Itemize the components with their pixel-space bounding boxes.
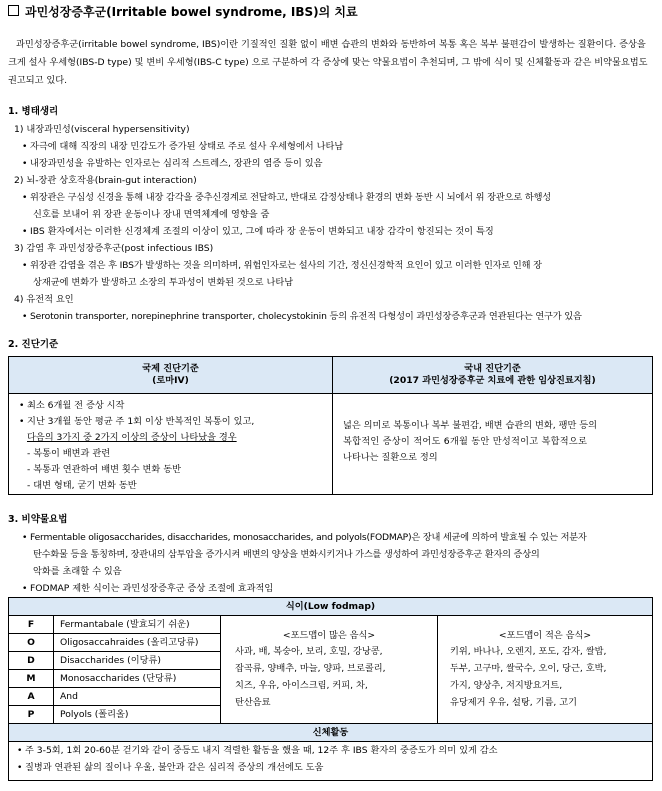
high-fodmap-cell [221,616,438,724]
intl-item-1: • 최소 6개월 전 증상 시작 [27,400,124,412]
low-fodmap-line-2: 두부, 고구마, 쌀국수, 오이, 당근, 호박, [450,663,607,674]
domestic-criteria-header [333,357,653,394]
domestic-criteria-title: 국내 진단기준 [464,363,521,375]
section-1-heading: 1. 병태생리 [8,106,59,117]
fodmap-letter: P [9,706,54,724]
high-fodmap-title: <포드맵이 많은 음식> [282,630,376,641]
item-4-bullet-1: • Serotonin transporter, norepinephrine transporter, cholecystokinin 등의 유전적 다형성이 과민성장증후군과 연관된다는 연구가 있음 [30,311,582,323]
fodmap-name: Oligosaccahraides (올리고당류) [54,634,221,652]
fodmap-bullet-1-cont-1: 탄수화물 등을 통칭하며, 장관내의 삼투압을 증가시켜 배변의 양상을 변화시키거나 가스를 생성하여 과민성장증후군 환자의 증상의 [33,549,540,560]
fodmap-bullet-1: • Fermentable oligosaccharides, disaccharides, monosaccharides, and polyols(FODMAP)은 장내 세균에 의하여 발효될 수 있는 저분자 [30,532,587,544]
diet-table [8,597,653,781]
fodmap-name: Fermantabale (발효되기 쉬운) [54,616,221,634]
item-2-heading: 2) 뇌-장관 상호작용(brain-gut interaction) [14,175,197,186]
fodmap-letter: O [9,634,54,652]
domestic-criteria-sub: (2017 과민성장증후군 치료에 관한 임상진료지침) [389,375,596,386]
domestic-text-1: 넓은 의미로 복통이나 복부 불편감, 배변 습관의 변화, 팽만 등의 [343,420,598,431]
low-fodmap-title: <포드맵이 적은 음식> [498,630,592,641]
diet-header: 식이(Low fodmap) [9,598,653,616]
high-fodmap-line-2: 잡곡류, 양배추, 마늘, 양파, 브로콜리, [235,663,386,674]
intl-sub-3: - 대변 형태, 굳기 변화 동반 [27,480,137,491]
item-2-bullet-2: • IBS 환자에서는 이러한 신경체계 조절의 이상이 있고, 그에 따라 장 운동이 변화되고 내장 감각이 항진되는 것이 특징 [30,226,494,238]
item-3-heading: 3) 감염 후 과민성장증후군(post infectious IBS) [14,243,214,254]
low-fodmap-line-3: 가지, 양상추, 저지방요거트, [450,680,563,691]
high-fodmap-line-4: 탄산음료 [235,697,271,708]
fodmap-name: And [54,688,221,706]
domestic-text-3: 나타나는 질환으로 정의 [343,452,438,463]
item-1-bullet-1: • 자극에 대해 직장의 내장 민감도가 증가된 상태로 주로 설사 우세형에서 나타남 [30,141,343,153]
intl-criteria-sub: (로마IV) [152,375,189,386]
page-title [8,5,358,21]
intl-criteria-header [9,357,333,394]
activity-header: 신체활동 [9,724,653,742]
fodmap-name: Polyols (폴리올) [54,706,221,724]
fodmap-name: Disaccharides (이당류) [54,652,221,670]
high-fodmap-line-1: 사과, 배, 복숭아, 보리, 호밀, 강낭콩, [235,646,383,657]
item-1-bullet-2: • 내장과민성을 유발하는 인자로는 심리적 스트레스, 장관의 염증 등이 있음 [30,158,323,170]
section-2-heading: 2. 진단기준 [8,339,59,350]
fodmap-bullet-1-cont-2: 악화를 초래할 수 있음 [33,566,122,577]
item-3-bullet-1-cont: 상재균에 변화가 발생하고 소장의 투과성이 변화된 것으로 나타남 [33,277,294,288]
activity-cell [9,742,653,781]
intl-criteria-title: 국제 진단기준 [142,363,199,375]
intl-item-2: • 지난 3개월 동안 평균 주 1회 이상 반복적인 복통이 있고, [27,416,254,428]
checkbox-square-icon [8,5,19,16]
section-3-heading: 3. 비약물요법 [8,514,68,525]
item-3-bullet-1: • 위장관 감염을 겪은 후 IBS가 발생하는 것을 의미하며, 위험인자로는 설사의 기간, 정신신경학적 요인이 있고 이러한 인자로 인해 장 [30,260,542,272]
fodmap-bullet-2: • FODMAP 제한 식이는 과민성장증후군 증상 조절에 효과적임 [30,583,273,595]
high-fodmap-line-3: 치즈, 우유, 아이스크림, 커피, 차, [235,680,368,691]
fodmap-letter: D [9,652,54,670]
activity-bullet-2: • 질병과 연관된 삶의 질이나 우울, 불안과 같은 심리적 증상의 개선에도 도움 [25,762,323,774]
fodmap-letter: A [9,688,54,706]
item-2-bullet-1: • 위장관은 구심성 신경을 통해 내장 감각을 중추신경계로 전달하고, 반대로 감정상태나 환경의 변화 동반 시 뇌에서 위 장관으로 하행성 [30,192,551,204]
fodmap-letter: F [9,616,54,634]
domestic-criteria-cell [333,394,653,495]
intro-paragraph: 과민성장증후군(irritable bowel syndrome, IBS)이란 기질적인 질환 없이 배변 습관의 변화와 동반하여 복통 혹은 복부 불편감이 발생하는 질환이다. 증상을 크게 설사 우세형(IBS-D type) 및 변비 우세형(IBS-C type) 으로 구분하여 각 증상에 맞는 약물요법이 추천되며, 그 밖에 식이 및 신체활동과 같은 비약물요법도 권고되고 있다. [8,39,648,86]
intl-sub-2: - 복통과 연관하여 배변 횟수 변화 동반 [27,464,181,475]
fodmap-letter: M [9,670,54,688]
activity-bullet-1: • 주 3-5회, 1회 20-60분 걷기와 같이 중등도 내지 격렬한 활동을 했을 때, 12주 후 IBS 환자의 중증도가 의미 있게 감소 [25,745,498,757]
fodmap-name: Monosaccharides (단당류) [54,670,221,688]
page-title-text: 과민성장증후군(Irritable bowel syndrome, IBS)의 치료 [25,5,358,19]
item-2-bullet-1-cont: 신호를 보내어 위 장관 운동이나 장내 면역체계에 영향을 줌 [33,209,270,220]
item-4-heading: 4) 유전적 요인 [14,294,74,305]
domestic-text-2: 복합적인 증상이 적어도 6개월 동안 만성적이고 복합적으로 [343,436,588,447]
low-fodmap-line-1: 키위, 바나나, 오렌지, 포도, 감자, 쌀밥, [450,646,607,657]
intl-sub-1: - 복통이 배변과 관련 [27,448,111,459]
low-fodmap-cell [438,616,653,724]
low-fodmap-line-4: 유당제거 우유, 설탕, 기름, 고기 [450,697,577,708]
item-1-heading: 1) 내장과민성(visceral hypersensitivity) [14,124,190,135]
intl-item-2-cont: 다음의 3가지 중 2가지 이상의 증상이 나타났을 경우 [27,432,237,443]
intl-criteria-cell [9,394,333,495]
diagnosis-table [8,356,653,495]
